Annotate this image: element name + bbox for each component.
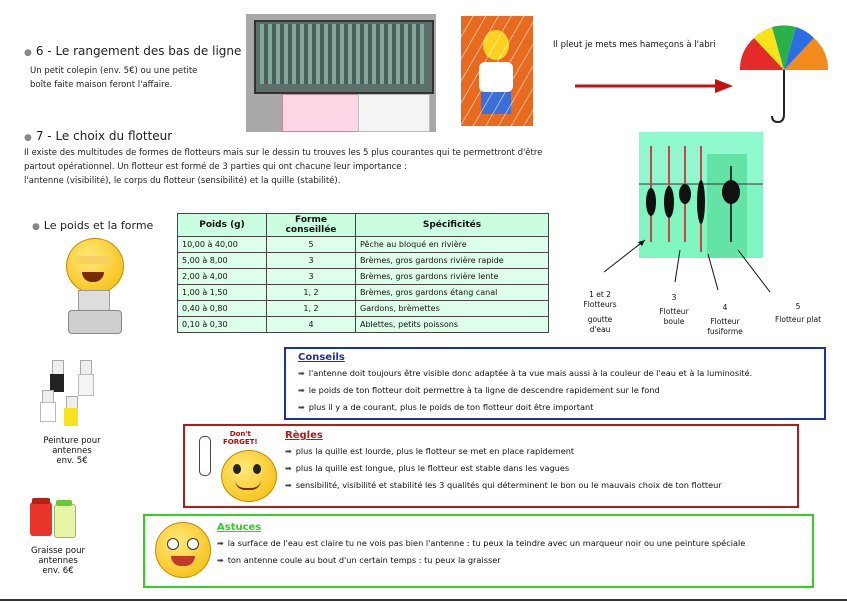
- table-row: 10,00 à 40,00 5 Pêche au bloqué en rivière: [178, 237, 549, 253]
- column-header: Spécificités: [356, 214, 549, 237]
- list-item: ➡ plus la quille est longue, plus le flotteur est stable dans les vagues: [285, 463, 570, 473]
- float-label-3: 3 Flotteur boule: [659, 293, 689, 326]
- float-label-1-2: 1 et 2 Flotteurs goutte d'eau: [583, 290, 617, 334]
- bullet-icon: ●: [32, 222, 40, 232]
- arrow-bullet-icon: ➡: [298, 386, 305, 395]
- list-item: ➡ plus il y a de courant, plus le poids de ton flotteur doit être important: [298, 402, 594, 412]
- conseils-list: [298, 365, 812, 416]
- table-row: 2,00 à 4,00 3 Brèmes, gros gardons rivière lente: [178, 269, 549, 285]
- arrow-bullet-icon: ➡: [285, 447, 292, 456]
- red-arrow-icon: [575, 76, 735, 96]
- bottom-divider: [0, 599, 847, 601]
- list-item: ➡ le poids de ton flotteur doit permettre à ta ligne de descendre rapidement sur le fond: [298, 385, 660, 395]
- list-item: ➡ sensibilité, visibilité et stabilité les 3 qualités qui déterminent le bon ou le mauvais choix de ton flotteur: [285, 480, 722, 490]
- arrow-bullet-icon: ➡: [217, 556, 224, 565]
- arrow-bullet-icon: ➡: [285, 481, 292, 490]
- conseils-box: [284, 347, 826, 420]
- winking-smiley-image: [155, 522, 211, 578]
- conseils-title: Conseils: [298, 352, 345, 363]
- section6-title: ● 6 - Le rangement des bas de ligne: [24, 44, 242, 58]
- astuces-list: [217, 535, 745, 569]
- table-row: 0,10 à 0,30 4 Ablettes, petits poissons: [178, 317, 549, 333]
- regles-box: [183, 424, 799, 508]
- grease-caption: Graisse pour antennes env. 6€: [31, 546, 85, 576]
- arrow-bullet-icon: ➡: [285, 464, 292, 473]
- table-row: 1,00 à 1,50 1, 2 Brèmes, gros gardons étang canal: [178, 285, 549, 301]
- table-row: 5,00 à 8,00 3 Brèmes, gros gardons rivière rapide: [178, 253, 549, 269]
- list-item: ➡ l'antenne doit toujours être visible donc adaptée à ta vue mais aussi à la couleur de l'eau et à la luminosité.: [298, 368, 753, 378]
- column-header: Poids (g): [178, 214, 267, 237]
- section7-text: Il existe des multitudes de formes de flotteurs mais sur le dessin tu trouves les 5 plus courantes qui te permettront d'être partout opérationnel. Un flotteur est formé de 3 parties qui ont chacune leur importance : l'antenne (visibilité), le corps du flotteur (sensibilité) et la quille (stabilité).: [24, 148, 543, 186]
- section6-text: Un petit colepin (env. 5€) ou une petite boîte faite maison feront l'affaire.: [30, 66, 198, 90]
- bullet-icon: ●: [24, 48, 32, 58]
- list-item: ➡ plus la quille est lourde, plus le flotteur se met en place rapidement: [285, 446, 575, 456]
- regles-title: Règles: [285, 430, 323, 441]
- float-label-5: 5 Flotteur plat: [774, 302, 822, 324]
- section7-title: ● 7 - Le choix du flotteur: [24, 129, 173, 143]
- table-row: 0,40 à 0,80 1, 2 Gardons, brèmettes: [178, 301, 549, 317]
- paint-bottles-image: [36, 356, 102, 428]
- column-header: Forme conseillée: [267, 214, 356, 237]
- table-header-row: [178, 214, 549, 237]
- arrow-bullet-icon: ➡: [217, 539, 224, 548]
- list-item: ➡ la surface de l'eau est claire tu ne vois pas bien l'antenne : tu peux la teindre avec un marqueur noir ou une peinture spéciale: [217, 538, 746, 548]
- astuces-box: [143, 514, 814, 588]
- smiley-scale-image: [64, 238, 126, 336]
- bullet-icon: ●: [24, 133, 32, 143]
- arrow-bullet-icon: ➡: [298, 369, 305, 378]
- dont-forget-smiley-image: Don't FORGET!: [193, 430, 279, 502]
- umbrella-icon: [738, 22, 830, 124]
- astuces-title: Astuces: [217, 522, 262, 533]
- float-label-4: 4 Flotteur fusiforme: [707, 303, 743, 336]
- paint-caption: Peinture pour antennes env. 5€: [43, 436, 101, 466]
- grease-pots-image: [30, 498, 76, 538]
- arrow-bullet-icon: ➡: [298, 403, 305, 412]
- float-label-arrows: [590, 230, 790, 300]
- weight-title: ● Le poids et la forme: [32, 219, 154, 232]
- tackle-box-photo: [246, 14, 436, 132]
- weight-table: [177, 213, 549, 333]
- regles-list: [285, 443, 722, 494]
- rain-text: Il pleut je mets mes hameçons à l'abri: [553, 40, 716, 50]
- list-item: ➡ ton antenne coule au bout d'un certain temps : tu peux la graisser: [217, 555, 501, 565]
- homer-rain-image: [461, 16, 533, 126]
